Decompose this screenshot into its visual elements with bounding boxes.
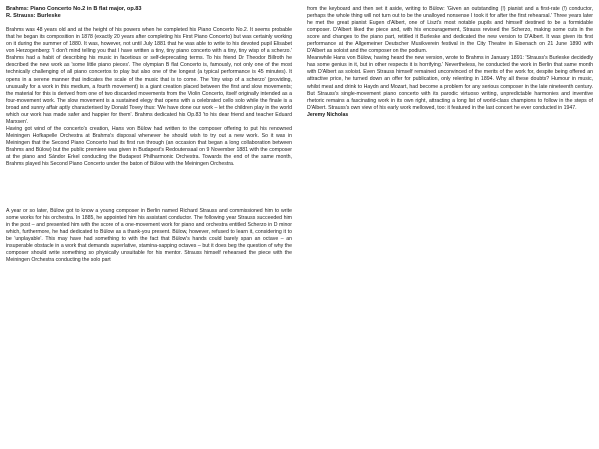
document-title: Brahms: Piano Concerto No.2 in B flat major, op.83 bbox=[6, 6, 142, 12]
paragraph: A year or so later, Bülow got to know a young composer in Berlin named Richard Strauss and commissioned him to write some works for his orchestra. In 1885, he appointed him his assistant conductor. The following year Strauss succeeded him in the post – and presented him with the score of a one-movement work for piano and orchestra entitled Scherzo in D minor which, furthermore, he had dedicated to Bülow as a thank-you present. Bülow, however, refused to learn it, considering it to be 'unplayable'. This may have had something to with the fact that Bülow's hands could barely span an octave – an insuperable obstacle in a work that demands superlative, stamina-sapping octaves – but it does beg the question of why the composer should write something so physically unsuitable for his mentor. Strauss himself rehearsed the piece with the Meiningen Orchestra conducting the solo part bbox=[6, 208, 292, 264]
paragraph: Meanwhile Hans von Bülow, having heard the new version, wrote to Brahms in January 1891: 'Strauss's Burleske decidedly has some genius in it, but in other respects it is horrifying.' Nevertheless, he conducted the work in Berlin that same month with D'Albert as soloist. Even Strauss himself remained unconvinced of the merits of the work for, despite being offered an attractive price, he turned down an offer for publication, only relenting in 1894. Why all these doubts? Humour in music, whilst meat and drink to Haydn and Mozart, had become a problem for any serious composer in the late nineteenth century. But Strauss's single-movement piano concerto with its parodic virtuoso writing, unpredictable harmonies and inventive rhetoric remains a fascinating work in its own right, attracting a long list of world-class champions to follow in the steps of D'Albert. Strauss's own view of his early work mellowed, too: it featured in the last concert he ever conducted in 1947. bbox=[307, 55, 593, 111]
document-subtitle: R. Strauss: Burleske bbox=[6, 13, 61, 20]
author-signature: Jeremy Nicholas bbox=[307, 111, 349, 118]
left-column bbox=[6, 6, 292, 265]
right-column bbox=[307, 6, 593, 119]
paragraph: Brahms was 48 years old and at the height of his powers when he completed his Piano Concerto No.2. It seems probable that he began its composition in 1878 (exactly 20 years after completing his First Piano Concerto) but was certainly working on it during the summer of 1880. It was, however, not until July 1881 that he was able to write to his devoted pupil Elisabet von Herzogenberg: 'I don't mind telling you that I have written a tiny, tiny piano concerto with a tiny, tiny wisp of a scherzo.' Brahms had a habit of describing his music in facetious or self-deprecating terms. To his friend Dr Theodor Billroth he described the new work as 'some little piano pieces'. The olympian B flat Concerto is, famously, not only one of the most technically challenging of all piano concertos to play but also one of the longest (a typical performance is 45 minutes). It opens in a serene manner that indicates the scale of the music that is to come. The 'tiny wisp of a scherzo' (providing, unusually for a work in this medium, a fourth movement) is a giant creation placed between the first and slow movements; the material for this is derived from one of two discarded movements from the Violin Concerto, itself originally intended as a four-movement work. The slow movement is a sustained elegy that opens with a celebrated cello solo while the finale is a broad and sunny affair aptly characterised by Donald Tovey thus: 'We have done our work – let the children play in the world which our work has made safer and happier for them'. Brahms dedicated his Op.83 'to his dear friend and teacher Eduard Marxsen'. bbox=[6, 27, 292, 125]
paragraph: Having got wind of the concerto's creation, Hans von Bülow had written to the composer offering to put his renowned Meiningen Hofkapelle Orchestra at Brahms's disposal whenever he should wish to try out a new work. So it was in Meiningen that the Second Piano Concerto had its first run through (an occasion that began a long collaboration between Brahms and Bülow) but the public premiere was given in Budapest's Redoutensaal on 9 November 1881 with the composer at the piano and Sándor Erkel conducting the Budapest Philharmonic Orchestra. Towards the end of the same month, Brahms played his Second Piano Concerto under the baton of Bülow with the Meiningen Orchestra. bbox=[6, 125, 292, 168]
paragraph: from the keyboard and then set it aside, writing to Bülow: 'Given an outstanding (!) pianist and a first-rate (!) conductor, perhaps the whole thing will not turn out to be the unalloyed nonsense I took it for after the first rehearsal.' Three years later he met the great pianist Eugen d'Albert, one of Liszt's most notable pupils and himself destined to be a formidable composer. D'Albert liked the piece and, with his encouragement, Strauss revised the Scherzo, making some cuts in the score and changes to the piano part, retitled it Burleske and dedicated the new version to D'Albert. It was given its first performance at the Allgemeiner Deutscher Musikverein festival in the City Theatre in Eisenach on 21 June 1890 with D'Albert as soloist and the composer on the podium. bbox=[307, 6, 593, 55]
